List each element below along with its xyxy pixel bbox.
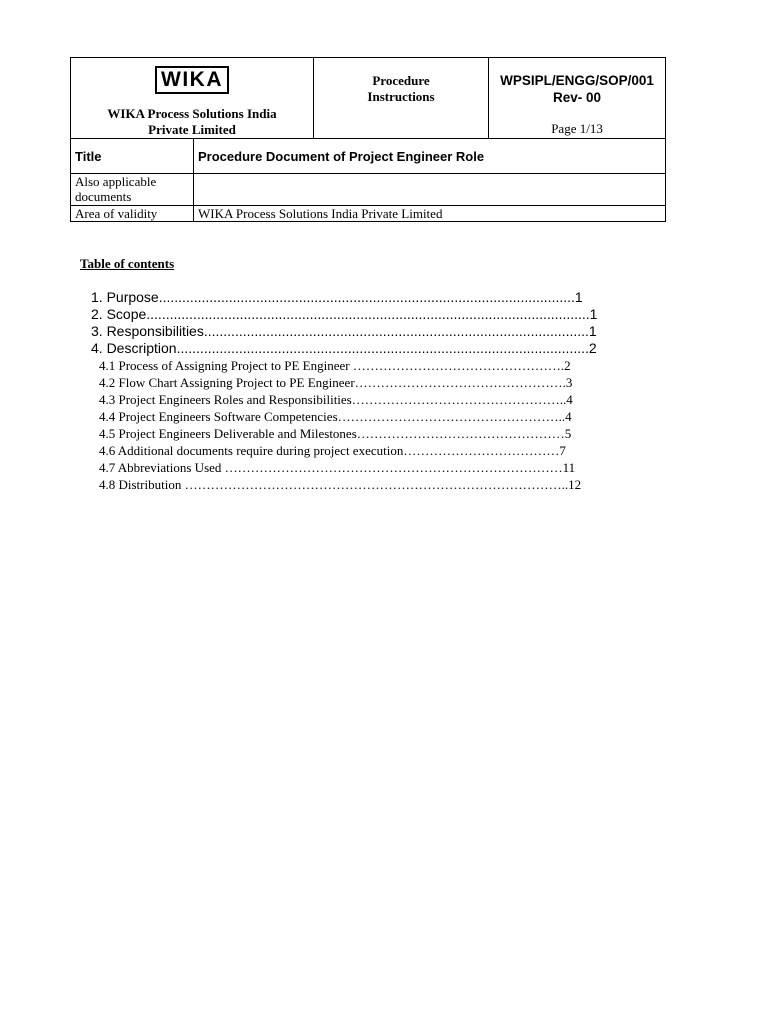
toc-entry-4-7[interactable]: 4.7 Abbreviations Used ……………………………………………………………………11: [99, 460, 576, 475]
instructions-label: Instructions: [367, 89, 435, 104]
toc-entry-4-8[interactable]: 4.8 Distribution ……………………………………………………………………………..12: [99, 477, 582, 492]
toc-entry-scope[interactable]: 2. Scope..................................................................................................................1: [91, 306, 598, 322]
toc-entry-4-3[interactable]: 4.3 Project Engineers Roles and Responsibilities…………………………………………..4: [99, 392, 573, 407]
company-cell: [71, 58, 314, 139]
toc-entry-4-2[interactable]: 4.2 Flow Chart Assigning Project to PE Engineer………………………………………….3: [99, 375, 573, 390]
toc-entry-4-4[interactable]: 4.4 Project Engineers Software Competencies……………………………………………..4: [99, 409, 572, 424]
toc-entry-purpose[interactable]: 1. Purpose...........................................................................................................1: [91, 289, 583, 305]
document-header-table: [70, 57, 666, 222]
procedure-label: Procedure: [372, 73, 430, 88]
toc-entry-4-6[interactable]: 4.6 Additional documents require during project execution………………………………7: [99, 443, 566, 458]
doc-code: WPSIPL/ENGG/SOP/001: [500, 73, 654, 88]
toc-entry-4-1[interactable]: 4.1 Process of Assigning Project to PE Engineer ………………………………………….2: [99, 358, 571, 373]
company-name: WIKA Process Solutions India Private Limited: [107, 106, 277, 137]
toc-entry-description[interactable]: 4. Description..........................................................................................................2: [91, 340, 597, 356]
doc-code-cell: [489, 58, 666, 139]
toc-entry-4-5[interactable]: 4.5 Project Engineers Deliverable and Milestones…………………………………………5: [99, 426, 572, 441]
procedure-cell: [314, 58, 489, 139]
title-value: Procedure Document of Project Engineer Role: [194, 139, 666, 174]
toc-heading: Table of contents: [80, 256, 175, 271]
page-number: Page 1/13: [551, 121, 603, 136]
title-label: Title: [71, 139, 194, 174]
toc-entry-responsibilities[interactable]: 3. Responsibilities...................................................................................................1: [91, 323, 597, 339]
area-of-validity-value: WIKA Process Solutions India Private Limited: [194, 206, 666, 222]
also-applicable-value: [194, 174, 666, 206]
also-applicable-label: Also applicable documents: [71, 174, 194, 206]
revision: Rev- 00: [553, 90, 602, 105]
area-of-validity-label: Area of validity: [71, 206, 194, 222]
wika-logo: WIKA: [155, 66, 229, 94]
